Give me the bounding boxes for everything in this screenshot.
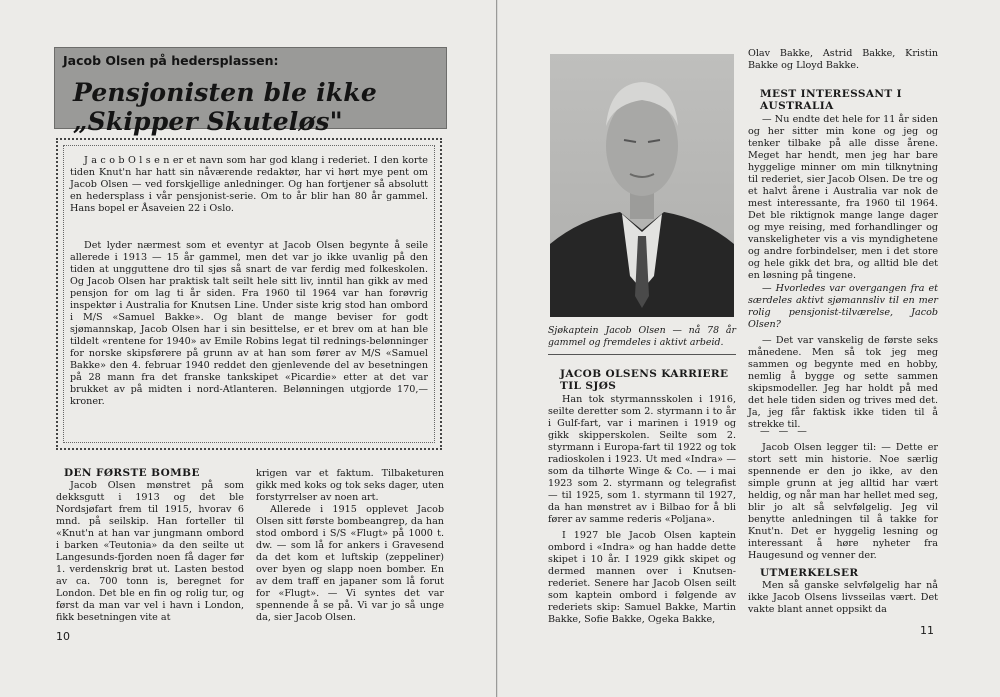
separator-dashes: — — — bbox=[760, 426, 810, 437]
interview-question: — Hvorledes var overgangen fra et særdeles aktivt sjømannsliv til en mer rolig pensjonist-tilværelse, Jacob Olsen? bbox=[748, 283, 938, 330]
section-heading-first-bomb: DEN FØRSTE BOMBE bbox=[64, 467, 200, 479]
right-page bbox=[498, 0, 1000, 697]
left-page bbox=[0, 0, 497, 697]
interview-answer: — Det var vanskelig de første seks månedene. Men så tok jeg meg sammen og begynte med en hobby, nemlig å bygge og sette sammen skipsmodeller. Jeg har holdt på med det hele tiden siden og trives med det. Ja, jeg får faktisk ikke tiden til å strekke til. bbox=[748, 335, 938, 430]
portrait-illustration bbox=[550, 54, 734, 317]
page-number-left: 10 bbox=[56, 630, 70, 643]
section-heading-australia: MEST INTERESSANT I AUSTRALIA bbox=[760, 88, 902, 112]
intro-paragraph-1: J a c o b O l s e n er et navn som har god klang i rederiet. I den korte tiden Knut'n har hatt sin nåværende redaktør, har vi hørt mye pent om Jacob Olsen — ved forskjellige anledninger. Og han fortjener så absolutt en hedersplass i vår pensjonist-serie. Om to år blir han 80 år gammel. Hans bopel er Åsaveien 22 i Oslo. bbox=[70, 155, 428, 214]
career-paragraph-1: Han tok styrmannsskolen i 1916, seilte deretter som 2. styrmann i to år i Gulf-fart, var i marinen i 1919 og gikk skipperskolen. Seilte som 2. styrmann i Europa-fart til 1922 og tok radioskolen i 1923. Ut med «Indra» — som da tilhørte Winge & Co. — i mai 1923 som 2. styrmann og telegrafist — til 1925, som 1. styrmann til 1927, da han mønstret av i Bilbao for å bli fører av samme rederis «Poljana». bbox=[548, 394, 736, 525]
banner-kicker: Jacob Olsen på hedersplassen: bbox=[63, 53, 279, 68]
portrait-photo bbox=[550, 54, 734, 317]
column-2-text-a: krigen var et faktum. Tilbaketuren gikk med koks og tok seks dager, uten forstyrrelser av noen art. bbox=[256, 468, 444, 503]
caption-divider bbox=[548, 354, 736, 355]
section-heading-career: JACOB OLSENS KARRIERE TIL SJØS bbox=[560, 368, 729, 392]
page-number-right: 11 bbox=[920, 624, 934, 637]
photo-caption: Sjøkaptein Jacob Olsen — nå 78 år gammel og fremdeles i aktivt arbeid. bbox=[548, 325, 736, 348]
column-2-text-b: Allerede i 1915 opplevet Jacob Olsen sitt første bombeangrep, da han stod ombord i S/S «Flugt» på 1000 t. dw. — som lå for ankers i Gravesend da det kom et luftskip (zeppeliner) over byen og slapp noen bomber. En av dem traff en japaner som lå forut for «Flugt». — Vi syntes det var spennende å se på. Vi var jo så unge da, sier Jacob Olsen. bbox=[256, 504, 444, 623]
column-1-text: Jacob Olsen mønstret på som dekksgutt i 1913 og det ble Nordsjøfart frem til 1915, hvorav 6 mnd. på seilskip. Han forteller til «Knut'n at han var jungmann ombord i barken «Teutonia» da den seilte ut Langesunds-fjorden noen få dager før 1. verdenskrig brøt ut. Lasten bestod av ca. 700 tonn is, beregnet for London. Det ble en fin og rolig tur, og først da man var vel i havn i London, fikk besetningen vite at bbox=[56, 480, 244, 623]
intro-paragraph-2: Det lyder nærmest som et eventyr at Jacob Olsen begynte å seile allerede i 1913 — 15 år gammel, men det var jo ikke uvanlig på den tiden at ungguttene dro til sjøs så snart de var ferdig med folkeskolen. Og Jacob Olsen har praktisk talt seilt hele sitt liv, inntil han gikk av med pensjon for om lag ti år siden. Fra 1960 til 1964 var han forøvrig inspektør i Australia for Knutsen Line. Under siste krig stod han ombord i M/S «Samuel Bakke». Og blant de mange beviser for godt sjømannskap, Jacob Olsen har i sin besittelse, er et brev om at han ble tildelt «rentene for 1940» av Emile Robins legat til rednings-belønninger for norske skipsførere på grunn av at han som fører av M/S «Samuel Bakke» den 4. februar 1940 reddet den gjenlevende del av besetningen på 28 mann fra det franske tankskipet «Picardie» etter at det var brukket av på midten i nord-Atlanteren. Belønningen utgjorde 170,— kroner. bbox=[70, 240, 428, 407]
section-heading-awards: UTMERKELSER bbox=[760, 567, 859, 579]
career-paragraph-2: I 1927 ble Jacob Olsen kaptein ombord i «Indra» og han hadde dette skipet i 10 år. I 1929 gikk skipet og dermed mannen over i Knutsen-rederiet. Senere har Jacob Olsen seilt som kaptein ombord i følgende av rederiets skip: Samuel Bakke, Martin Bakke, Sofie Bakke, Ogeka Bakke, bbox=[548, 530, 736, 625]
ships-continued: Olav Bakke, Astrid Bakke, Kristin Bakke og Lloyd Bakke. bbox=[748, 48, 938, 71]
headline-banner bbox=[54, 47, 447, 136]
awards-paragraph: Men så ganske selvfølgelig har nå ikke Jacob Olsens livsseilas vært. Det vakte blant annet oppsikt da bbox=[748, 580, 938, 615]
closing-paragraph: Jacob Olsen legger til: — Dette er stort sett min historie. Noe særlig spennende er den jo ikke, av den simple grunn at jeg alltid har vært heldig, og når man har hellet med seg, blir jo alt så selvfølgelig. Jeg vil benytte anledningen til å takke for Knut'n. Det er hyggelig lesning og interessant å høre nyheter fra Haugesund og venner der. bbox=[748, 442, 938, 561]
banner-title: Pensjonisten ble ikke „Skipper Skuteløs" bbox=[73, 78, 377, 136]
australia-paragraph: — Nu endte det hele for 11 år siden og her sitter min kone og jeg og tenker tilbake på alle disse årene. Meget har hendt, men jeg har bare hyggelige minner om min tilknytning til rederiet, sier Jacob Olsen. De tre og et halvt årene i Australia var nok de mest interessante, fra 1960 til 1964. Det ble riktignok mange lange dager og mye reising, med forhandlinger og vanskeligheter vis a vis myndighetene og andre forbindelser, men i det store og hele gikk det bra, og alltid ble det en løsning på tingene. bbox=[748, 114, 938, 281]
